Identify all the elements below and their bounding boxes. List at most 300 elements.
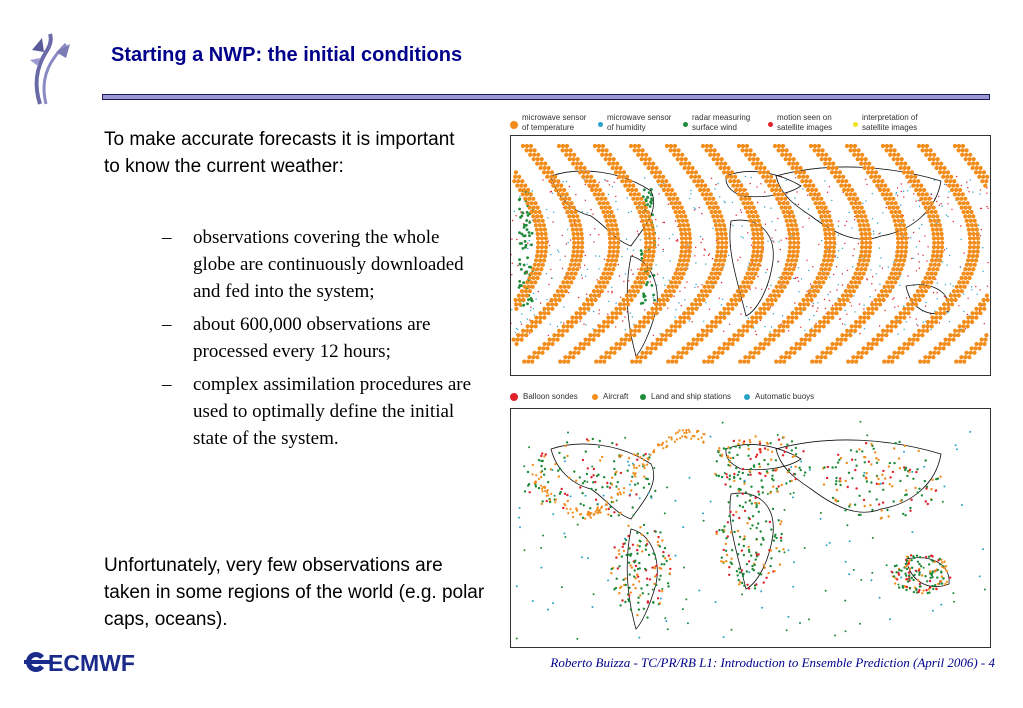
observation-dot — [522, 247, 525, 250]
observation-dot — [705, 263, 706, 264]
station-dot — [646, 578, 648, 580]
aircraft-dot — [721, 455, 723, 457]
swath-dot — [579, 254, 583, 258]
swath-dot — [938, 311, 942, 315]
swath-dot — [904, 236, 908, 240]
station-dot — [858, 495, 860, 497]
observation-dot — [910, 237, 911, 238]
buoy-dot — [809, 469, 811, 471]
swath-dot — [518, 188, 522, 192]
station-dot — [895, 571, 897, 573]
swath-dot — [940, 241, 944, 245]
swath-dot — [775, 285, 779, 289]
swath-dot — [530, 201, 534, 205]
observation-dot — [692, 321, 693, 322]
station-dot — [780, 539, 782, 541]
swath-dot — [783, 197, 787, 201]
swath-dot — [946, 298, 950, 302]
observation-dot — [908, 237, 909, 238]
station-dot — [888, 515, 890, 517]
observation-dot — [797, 191, 798, 192]
swath-dot — [676, 153, 680, 157]
swath-dot — [972, 245, 976, 249]
observation-dot — [746, 306, 747, 307]
observation-dot — [979, 193, 980, 194]
bullet-text: complex assimilation procedures are used to optimally define the initial state of the system. — [193, 374, 472, 449]
swath-dot — [794, 258, 798, 262]
observation-dot — [824, 299, 825, 300]
swath-dot — [896, 351, 900, 355]
swath-dot — [927, 267, 931, 271]
swath-dot — [872, 179, 876, 183]
station-dot — [786, 444, 788, 446]
swath-dot — [896, 241, 900, 245]
station-dot — [540, 455, 542, 457]
ecmwf-logo — [24, 650, 179, 674]
observation-dot — [836, 289, 837, 290]
swath-dot — [528, 206, 532, 210]
station-dot — [580, 503, 582, 505]
swath-dot — [554, 302, 558, 306]
swath-dot — [965, 263, 969, 267]
swath-dot — [616, 241, 620, 245]
swath-dot — [701, 192, 705, 196]
buoy-dot — [519, 507, 521, 509]
swath-dot — [740, 289, 744, 293]
swath-dot — [902, 307, 906, 311]
swath-dot — [683, 214, 687, 218]
swath-dot — [540, 351, 544, 355]
swath-dot — [709, 329, 713, 333]
swath-dot — [934, 311, 938, 315]
observation-dot — [895, 194, 896, 195]
swath-dot — [942, 346, 946, 350]
station-dot — [610, 515, 612, 517]
swath-dot — [599, 285, 603, 289]
swath-dot — [686, 170, 690, 174]
buoy-dot — [516, 638, 518, 640]
station-dot — [614, 473, 616, 475]
buoy-dot — [760, 590, 762, 592]
station-dot — [749, 474, 751, 476]
swath-dot — [811, 197, 815, 201]
observation-dot — [794, 302, 795, 303]
swath-dot — [743, 355, 747, 359]
swath-dot — [523, 184, 527, 188]
swath-dot — [849, 144, 853, 148]
buoy-dot — [570, 495, 572, 497]
swath-dot — [524, 289, 528, 293]
station-dot — [929, 570, 931, 572]
observation-dot — [913, 219, 914, 220]
swath-dot — [823, 162, 827, 166]
swath-dot — [606, 201, 610, 205]
swath-dot — [648, 351, 652, 355]
aircraft-dot — [535, 474, 537, 476]
swath-dot — [650, 346, 654, 350]
swath-dot — [982, 302, 986, 306]
observation-dot — [897, 195, 898, 196]
aircraft-dot — [617, 494, 619, 496]
observation-dot — [625, 273, 626, 274]
station-dot — [909, 469, 911, 471]
aircraft-dot — [718, 447, 720, 449]
observation-dot — [901, 191, 902, 192]
observation-dot — [687, 244, 688, 245]
swath-dot — [644, 206, 648, 210]
swath-dot — [540, 250, 544, 254]
swath-dot — [610, 320, 614, 324]
swath-dot — [602, 324, 606, 328]
swath-dot — [554, 298, 558, 302]
swath-dot — [859, 355, 863, 359]
swath-dot — [835, 342, 839, 346]
swath-dot — [696, 179, 700, 183]
swath-dot — [796, 232, 800, 236]
swath-dot — [929, 263, 933, 267]
swath-dot — [787, 228, 791, 232]
swath-dot — [777, 148, 781, 152]
observation-dot — [519, 263, 522, 266]
observation-dot — [842, 248, 843, 249]
observation-dot — [524, 272, 527, 275]
observation-dot — [609, 184, 610, 185]
swath-dot — [515, 342, 519, 346]
buoy-dot — [532, 600, 534, 602]
station-dot — [634, 587, 636, 589]
swath-dot — [638, 210, 642, 214]
swath-dot — [640, 157, 644, 161]
swath-dot — [974, 316, 978, 320]
swath-dot — [715, 214, 719, 218]
swath-dot — [824, 250, 828, 254]
swath-dot — [886, 188, 890, 192]
swath-dot — [793, 263, 797, 267]
swath-dot — [613, 263, 617, 267]
swath-dot — [658, 298, 662, 302]
station-dot — [739, 536, 741, 538]
station-dot — [562, 507, 564, 509]
observation-dot — [919, 206, 920, 207]
swath-dot — [827, 228, 831, 232]
station-dot — [727, 464, 729, 466]
swath-dot — [864, 241, 868, 245]
swath-dot — [912, 338, 916, 342]
buoy-dot — [943, 486, 945, 488]
swath-dot — [703, 197, 707, 201]
observation-dot — [623, 281, 624, 282]
swath-dot — [818, 320, 822, 324]
observation-dot — [968, 191, 969, 192]
swath-dot — [959, 355, 963, 359]
station-dot — [932, 570, 934, 572]
aircraft-dot — [546, 495, 548, 497]
swath-dot — [552, 333, 556, 337]
swath-dot — [708, 289, 712, 293]
swath-dot — [829, 219, 833, 223]
swath-dot — [623, 184, 627, 188]
swath-dot — [555, 184, 559, 188]
swath-dot — [755, 267, 759, 271]
swath-dot — [575, 162, 579, 166]
swath-dot — [684, 157, 688, 161]
swath-dot — [611, 166, 615, 170]
swath-dot — [550, 298, 554, 302]
aircraft-dot — [689, 431, 691, 433]
swath-dot — [536, 245, 540, 249]
swath-dot — [642, 272, 646, 276]
swath-dot — [597, 294, 601, 298]
swath-dot — [588, 333, 592, 337]
swath-dot — [573, 263, 577, 267]
station-dot — [637, 602, 639, 604]
swath-dot — [682, 258, 686, 262]
aircraft-dot — [546, 492, 548, 494]
observation-dot — [751, 245, 752, 246]
swath-dot — [607, 162, 611, 166]
swath-dot — [544, 236, 548, 240]
swath-dot — [796, 250, 800, 254]
aircraft-dot — [569, 508, 571, 510]
swath-dot — [751, 355, 755, 359]
swath-dot — [687, 254, 691, 258]
swath-dot — [758, 258, 762, 262]
swath-dot — [931, 355, 935, 359]
buoy-dot — [820, 518, 822, 520]
station-dot — [757, 572, 759, 574]
swath-dot — [783, 214, 787, 218]
aircraft-dot — [634, 476, 636, 478]
station-dot — [662, 551, 664, 553]
buoy-dot — [576, 638, 578, 640]
swath-dot — [929, 148, 933, 152]
swath-dot — [614, 307, 618, 311]
aircraft-dot — [596, 512, 598, 514]
swath-dot — [912, 333, 916, 337]
swath-dot — [649, 219, 653, 223]
observation-dot — [960, 267, 961, 268]
station-dot — [837, 454, 839, 456]
station-dot — [924, 480, 926, 482]
swath-dot — [979, 166, 983, 170]
station-dot — [769, 492, 771, 494]
swath-dot — [735, 184, 739, 188]
swath-dot — [950, 302, 954, 306]
station-dot — [628, 600, 630, 602]
station-dot — [738, 583, 740, 585]
station-dot — [597, 474, 599, 476]
station-dot — [653, 583, 655, 585]
aircraft-dot — [544, 490, 546, 492]
aircraft-dot — [538, 478, 540, 480]
swath-dot — [804, 333, 808, 337]
aircraft-dot — [567, 512, 569, 514]
aircraft-dot — [681, 435, 683, 437]
swath-dot — [595, 197, 599, 201]
observation-dot — [518, 286, 521, 289]
station-dot — [770, 458, 772, 460]
swath-dot — [568, 206, 572, 210]
swath-dot — [974, 311, 978, 315]
swath-dot — [678, 210, 682, 214]
station-dot — [894, 582, 896, 584]
swath-dot — [937, 263, 941, 267]
swath-dot — [631, 285, 635, 289]
swath-dot — [824, 232, 828, 236]
station-dot — [918, 563, 920, 565]
swath-dot — [542, 316, 546, 320]
observation-dot — [810, 283, 811, 284]
station-dot — [669, 572, 671, 574]
swath-dot — [826, 272, 830, 276]
swath-dot — [674, 360, 678, 364]
swath-dot — [696, 338, 700, 342]
swath-dot — [779, 285, 783, 289]
swath-dot — [965, 280, 969, 284]
swath-dot — [897, 219, 901, 223]
station-dot — [754, 435, 756, 437]
buoy-dot — [731, 629, 733, 631]
buoy-dot — [523, 465, 525, 467]
swath-dot — [936, 241, 940, 245]
swath-dot — [946, 170, 950, 174]
swath-dot — [678, 316, 682, 320]
swath-dot — [857, 263, 861, 267]
station-dot — [540, 471, 542, 473]
swath-dot — [644, 241, 648, 245]
station-dot — [864, 505, 866, 507]
swath-dot — [917, 192, 921, 196]
station-dot — [791, 449, 793, 451]
station-dot — [749, 494, 751, 496]
station-dot — [779, 523, 781, 525]
station-dot — [888, 465, 890, 467]
swath-dot — [886, 360, 890, 364]
swath-dot — [597, 192, 601, 196]
swath-dot — [808, 289, 812, 293]
station-dot — [864, 461, 866, 463]
swath-dot — [535, 254, 539, 258]
swath-dot — [921, 192, 925, 196]
swath-dot — [950, 298, 954, 302]
swath-dot — [622, 170, 626, 174]
station-dot — [738, 543, 740, 545]
station-dot — [594, 481, 596, 483]
swath-dot — [962, 272, 966, 276]
swath-dot — [532, 157, 536, 161]
swath-dot — [586, 302, 590, 306]
swath-dot — [651, 228, 655, 232]
station-dot — [559, 468, 561, 470]
swath-dot — [791, 162, 795, 166]
observation-dot — [802, 188, 803, 189]
swath-dot — [664, 289, 668, 293]
swath-dot — [763, 166, 767, 170]
observation-dot — [741, 236, 742, 237]
station-dot — [743, 545, 745, 547]
swath-dot — [574, 210, 578, 214]
swath-dot — [677, 280, 681, 284]
swath-dot — [633, 294, 637, 298]
station-dot — [618, 565, 620, 567]
swath-dot — [642, 324, 646, 328]
swath-dot — [824, 351, 828, 355]
swath-dot — [777, 144, 781, 148]
swath-dot — [885, 329, 889, 333]
swath-dot — [832, 250, 836, 254]
observation-dot — [838, 221, 839, 222]
station-dot — [720, 560, 722, 562]
station-dot — [558, 475, 560, 477]
swath-dot — [601, 329, 605, 333]
station-dot — [780, 520, 782, 522]
observation-dot — [527, 248, 528, 249]
swath-dot — [854, 272, 858, 276]
observation-dot — [592, 328, 593, 329]
swath-dot — [971, 214, 975, 218]
swath-dot — [585, 175, 589, 179]
station-dot — [869, 490, 871, 492]
swath-dot — [612, 241, 616, 245]
observation-dot — [517, 265, 518, 266]
observation-dot — [565, 256, 566, 257]
swath-dot — [970, 320, 974, 324]
swath-dot — [647, 228, 651, 232]
observation-dot — [903, 191, 904, 192]
buoy-dot — [846, 524, 848, 526]
swath-dot — [646, 316, 650, 320]
swath-dot — [690, 307, 694, 311]
swath-dot — [757, 219, 761, 223]
station-dot — [636, 459, 638, 461]
swath-dot — [782, 210, 786, 214]
swath-dot — [888, 289, 892, 293]
observation-dot — [626, 197, 627, 198]
swath-dot — [819, 197, 823, 201]
swath-dot — [827, 254, 831, 258]
buoy-dot — [689, 477, 691, 479]
observation-dot — [765, 224, 766, 225]
observation-dot — [585, 184, 586, 185]
swath-dot — [783, 355, 787, 359]
swath-dot — [922, 201, 926, 205]
swath-dot — [949, 294, 953, 298]
swath-dot — [980, 179, 984, 183]
aircraft-dot — [623, 487, 625, 489]
station-dot — [635, 565, 637, 567]
swath-dot — [762, 170, 766, 174]
observation-dot — [695, 208, 696, 209]
swath-dot — [939, 342, 943, 346]
swath-dot — [930, 320, 934, 324]
aircraft-dot — [597, 508, 599, 510]
aircraft-dot — [661, 443, 663, 445]
swath-dot — [723, 228, 727, 232]
swath-dot — [893, 263, 897, 267]
swath-dot — [650, 311, 654, 315]
swath-dot — [525, 192, 529, 196]
swath-dot — [641, 280, 645, 284]
station-dot — [627, 535, 629, 537]
swath-dot — [858, 324, 862, 328]
observation-dot — [798, 281, 799, 282]
swath-dot — [955, 197, 959, 201]
station-dot — [894, 565, 896, 567]
observation-dot — [986, 193, 987, 194]
swath-dot — [814, 324, 818, 328]
swath-dot — [784, 157, 788, 161]
swath-dot — [751, 254, 755, 258]
